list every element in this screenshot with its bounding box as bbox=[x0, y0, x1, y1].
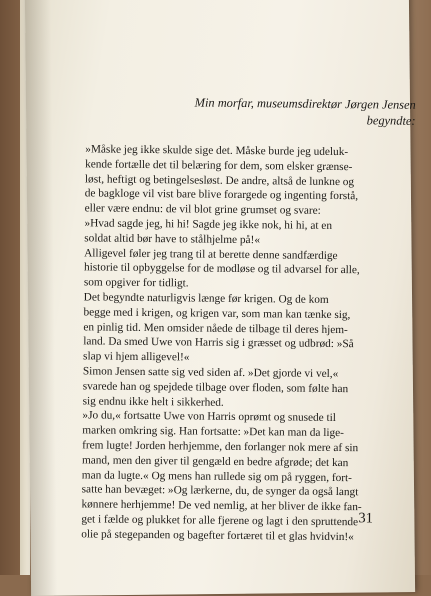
body-text bbox=[81, 142, 415, 545]
text-line: historie til opbyggelse for de modløse og til advarsel for alle, bbox=[83, 261, 360, 277]
text-line: land. Da smed Uwe von Harris sig i græsset og udbrød: »Så bbox=[83, 335, 354, 351]
text-line: frem lugte! Jorden herhjemme, den forlanger nok mere af sin bbox=[82, 439, 359, 455]
text-line: kønnere herhjemme! De ved nemlig, at her bliver de ikke fan- bbox=[81, 498, 362, 514]
text-line: løst, heftigt og betingelsesløst. De andre, altså de lunkne og bbox=[84, 172, 355, 188]
book-page bbox=[25, 0, 415, 596]
text-line: man da lugte.« Og mens han rullede sig om på ryggen, fort- bbox=[81, 468, 353, 484]
text-line: de bagkloge vil vist bare blive forargede og ingenting forstå, bbox=[84, 187, 359, 203]
chapter-heading bbox=[86, 93, 416, 128]
text-line: »Måske jeg ikke skulde sige det. Måske burde jeg udeluk- bbox=[85, 143, 349, 159]
text-line: Simon Jensen satte sig ved siden af. »Det gjorde vi vel,« bbox=[82, 365, 339, 380]
heading-line-2: begyndte: bbox=[366, 113, 416, 128]
text-line: en pinlig tid. Men omsider nåede de tilbage til deres hjem- bbox=[83, 320, 348, 336]
text-line: Alligevel føler jeg trang til at berette denne sandfærdige bbox=[84, 246, 338, 262]
text-line: »Jo du,« fortsatte Uwe von Harris oprømt og snusede til bbox=[82, 409, 337, 425]
page-number: 31 bbox=[358, 510, 373, 527]
text-line: get i fælde og plukket for alle fjerene og lagt i den spruttende bbox=[81, 513, 359, 529]
text-line: slap vi hjem alligevel!« bbox=[83, 350, 190, 364]
text-line: Det begyndte naturligvis længe før krigen. Og de kom bbox=[83, 291, 329, 306]
text-line: soldat altid bør have to stålhjelme på!« bbox=[84, 232, 261, 246]
text-line: »Hvad sagde jeg, hi hi! Sagde jeg ikke nok, hi hi, at en bbox=[84, 217, 333, 232]
text-line: marken omkring sig. Han fortsatte: »Det kan man da lige- bbox=[82, 424, 344, 440]
text-line: olie på stegepanden og bagefter fortæret til et glas hvidvin!« bbox=[81, 528, 354, 543]
text-line: eller være endnu: de vil blot grine grumset og svare: bbox=[84, 202, 321, 218]
text-line: som opgiver for tidligt. bbox=[83, 276, 189, 290]
text-line: sig endnu ikke helt i sikkerhed. bbox=[82, 394, 224, 409]
text-line: begge med i krigen, og krigen var, som man kan tænke sig, bbox=[83, 306, 351, 321]
text-line: mand, men den giver til gengæld en bedre afgrøde; det kan bbox=[81, 454, 349, 469]
text-block bbox=[81, 0, 417, 559]
text-line: satte han bevæget: »Og lærkerne, du, de synger da også langt bbox=[81, 483, 359, 499]
text-line: svarede han og spejdede tilbage over floden, som følte han bbox=[82, 380, 349, 395]
heading-line-1: Min morfar, museumsdirektør Jørgen Jensen bbox=[194, 95, 416, 112]
text-line: kende fortælle det til belæring for dem, som elsker grænse- bbox=[85, 158, 353, 173]
